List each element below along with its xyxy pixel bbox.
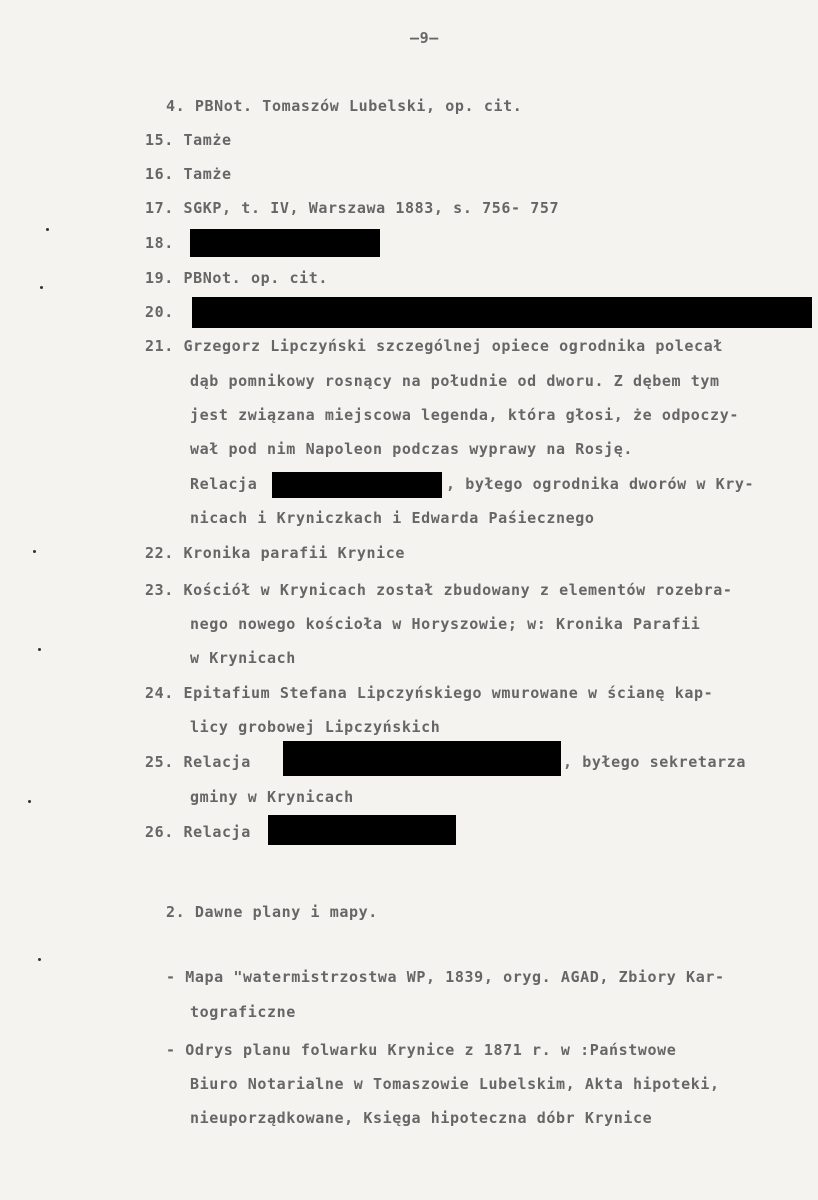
- footnote-16: 16. Tamże: [145, 165, 232, 183]
- footnote-21-line-2: dąb pomnikowy rosnący na południe od dworu. Z dębem tym: [190, 372, 720, 390]
- paper-speck: [40, 286, 43, 289]
- footnote-26-relacja: 26. Relacja: [145, 823, 251, 841]
- footnote-25-relacja: 25. Relacja: [145, 753, 251, 771]
- map-item-1-line-2: tograficzne: [190, 1003, 296, 1021]
- footnote-15: 15. Tamże: [145, 131, 232, 149]
- paper-speck: [38, 648, 41, 651]
- footnote-21-line-3: jest związana miejscowa legenda, która głosi, że odpoczy-: [190, 406, 739, 424]
- map-item-2-line-1: - Odrys planu folwarku Krynice z 1871 r. w :Państwowe: [166, 1041, 677, 1059]
- footnote-24-line-1: 24. Epitafium Stefana Lipczyńskiego wmurowane w ścianę kap-: [145, 684, 714, 702]
- footnote-21-line-6: nicach i Kryniczkach i Edwarda Paśiecznego: [190, 509, 595, 527]
- paper-speck: [46, 228, 49, 231]
- footnote-23-line-2: nego nowego kościoła w Horyszowie; w: Kronika Parafii: [190, 615, 701, 633]
- footnote-25-line-2: gminy w Krynicach: [190, 788, 354, 806]
- paper-speck: [38, 958, 41, 961]
- redaction-box: [268, 815, 456, 845]
- footnote-21-relacja: Relacja: [190, 475, 258, 493]
- redaction-box: [190, 229, 380, 257]
- redaction-box: [283, 741, 561, 776]
- footnote-17: 17. SGKP, t. IV, Warszawa 1883, s. 756- 757: [145, 199, 560, 217]
- footnote-20: 20.: [145, 303, 174, 321]
- footnote-23-line-3: w Krynicach: [190, 649, 296, 667]
- footnote-21-line-4: wał pod nim Napoleon podczas wyprawy na Rosję.: [190, 440, 634, 458]
- footnote-21-line-5: , byłego ogrodnika dworów w Kry-: [446, 475, 755, 493]
- section-heading: 2. Dawne plany i mapy.: [166, 903, 378, 921]
- paper-speck: [33, 550, 36, 553]
- paper-speck: [28, 800, 31, 803]
- map-item-2-line-2: Biuro Notarialne w Tomaszowie Lubelskim, Akta hipoteki,: [190, 1075, 720, 1093]
- footnote-18: 18.: [145, 234, 174, 252]
- redaction-box: [272, 472, 442, 498]
- footnote-23-line-1: 23. Kościół w Krynicach został zbudowany z elementów rozebra-: [145, 581, 733, 599]
- map-item-2-line-3: nieuporządkowane, Księga hipoteczna dóbr Krynice: [190, 1109, 653, 1127]
- footnote-21-line-1: 21. Grzegorz Lipczyński szczególnej opiece ogrodnika polecał: [145, 337, 723, 355]
- footnote-19: 19. PBNot. op. cit.: [145, 269, 328, 287]
- page-number: —9—: [410, 29, 439, 47]
- footnote-25-line-1: , byłego sekretarza: [563, 753, 746, 771]
- footnote-4: 4. PBNot. Tomaszów Lubelski, op. cit.: [166, 97, 523, 115]
- footnote-22: 22. Kronika parafii Krynice: [145, 544, 406, 562]
- map-item-1-line-1: - Mapa "watermistrzostwa WP, 1839, oryg. AGAD, Zbiory Kar-: [166, 968, 725, 986]
- footnote-24-line-2: licy grobowej Lipczyńskich: [190, 718, 441, 736]
- redaction-box: [192, 297, 812, 328]
